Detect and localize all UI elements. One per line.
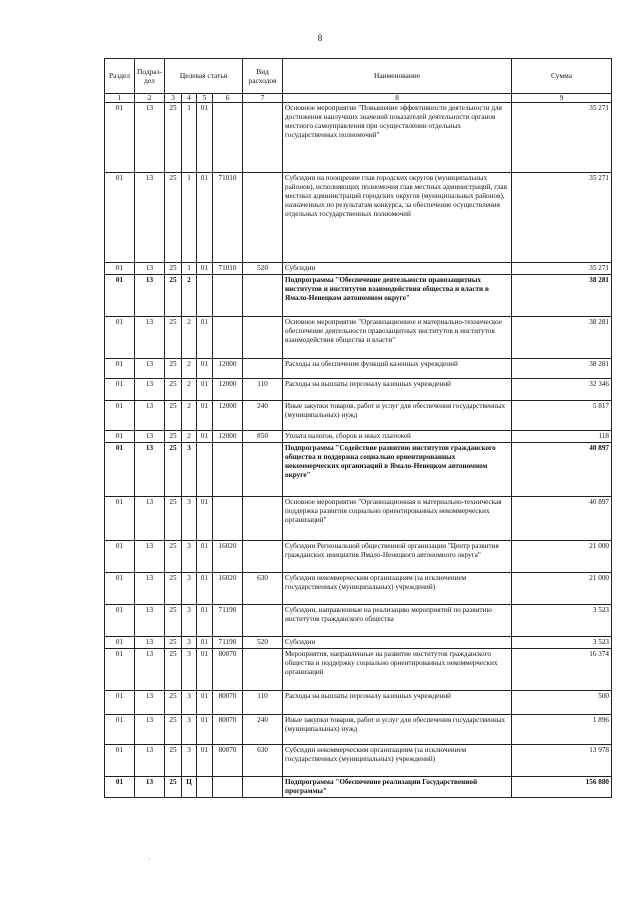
table-row (105, 715, 612, 745)
vid-raskhodov-cell (243, 173, 283, 263)
naimenovanie-cell: Субсидии некоммерческим организациям (за исключением государственных (муниципальных) учреждений) (283, 573, 512, 605)
table-row (105, 275, 612, 317)
podrazdel-cell: 13 (135, 103, 165, 173)
naimenovanie-cell: Расходы на обеспечение функций казенных учреждений (283, 359, 512, 379)
celevaya-direction-cell: 16020 (213, 541, 243, 573)
celevaya-subprogram-cell: 3 (182, 649, 197, 691)
celevaya-program-cell: 25 (165, 777, 182, 798)
summa-cell: 5 817 (512, 401, 612, 431)
vid-raskhodov-cell (243, 605, 283, 637)
celevaya-subprogram-cell: 2 (182, 359, 197, 379)
vid-raskhodov-cell (243, 497, 283, 541)
naimenovanie-cell: Подпрограмма "Обеспечение реализации Государственной программы" (283, 777, 512, 798)
celevaya-program-cell: 25 (165, 649, 182, 691)
naimenovanie-cell: Субсидии (283, 263, 512, 275)
razdel-cell: 01 (105, 173, 135, 263)
celevaya-event-cell: 01 (197, 745, 213, 777)
celevaya-program-cell: 25 (165, 573, 182, 605)
celevaya-subprogram-cell: 3 (182, 541, 197, 573)
celevaya-program-cell: 25 (165, 431, 182, 443)
podrazdel-cell: 13 (135, 379, 165, 401)
celevaya-subprogram-cell: 2 (182, 275, 197, 317)
column-number: 7 (243, 94, 283, 103)
celevaya-program-cell: 25 (165, 379, 182, 401)
vid-raskhodov-cell: 630 (243, 573, 283, 605)
celevaya-event-cell: 01 (197, 541, 213, 573)
celevaya-event-cell: 01 (197, 431, 213, 443)
celevaya-subprogram-cell: 3 (182, 745, 197, 777)
razdel-cell: 01 (105, 379, 135, 401)
podrazdel-cell: 13 (135, 497, 165, 541)
razdel-cell: 01 (105, 745, 135, 777)
celevaya-program-cell: 25 (165, 497, 182, 541)
celevaya-direction-cell (213, 443, 243, 497)
summa-cell: 3 523 (512, 605, 612, 637)
summa-cell: 21 000 (512, 541, 612, 573)
page-number: 8 (317, 33, 323, 43)
celevaya-event-cell: 01 (197, 173, 213, 263)
celevaya-program-cell: 25 (165, 637, 182, 649)
celevaya-event-cell: 01 (197, 263, 213, 275)
podrazdel-cell: 13 (135, 573, 165, 605)
naimenovanie-cell: Основное мероприятие "Повышение эффективности деятельности для достижения наилучших значений показателей деятельности органов местного самоуправления при осуществлении отдельных государственных полномочий" (283, 103, 512, 173)
celevaya-event-cell: 01 (197, 317, 213, 359)
celevaya-program-cell: 25 (165, 263, 182, 275)
celevaya-subprogram-cell: 3 (182, 497, 197, 541)
celevaya-direction-cell: 80070 (213, 649, 243, 691)
vid-raskhodov-cell: 110 (243, 691, 283, 715)
naimenovanie-cell: Субсидии (283, 637, 512, 649)
table-row (105, 263, 612, 275)
naimenovanie-cell: Основное мероприятие "Организационное и материально-техническое обеспечение деятельности правозащитных институтов и институтов взаимодействия общества и власти" (283, 317, 512, 359)
celevaya-subprogram-cell: 3 (182, 443, 197, 497)
summa-cell: 500 (512, 691, 612, 715)
vid-raskhodov-cell (243, 317, 283, 359)
celevaya-direction-cell (213, 777, 243, 798)
razdel-cell: 01 (105, 637, 135, 649)
podrazdel-cell: 13 (135, 649, 165, 691)
table-row (105, 317, 612, 359)
summa-cell: 38 281 (512, 359, 612, 379)
podrazdel-cell: 13 (135, 715, 165, 745)
naimenovanie-cell: Подпрограмма "Содействие развитию институтов гражданского общества и поддержка социально ориентированных некоммерческих организаций в Ямало-Ненецком автономном округе" (283, 443, 512, 497)
summa-cell: 16 374 (512, 649, 612, 691)
celevaya-direction-cell (213, 497, 243, 541)
summa-cell: 40 897 (512, 443, 612, 497)
celevaya-direction-cell (213, 103, 243, 173)
summa-cell: 118 (512, 431, 612, 443)
celevaya-subprogram-cell: Ц (182, 777, 197, 798)
column-number: 9 (512, 94, 612, 103)
column-number: 5 (197, 94, 213, 103)
celevaya-program-cell: 25 (165, 401, 182, 431)
podrazdel-cell: 13 (135, 431, 165, 443)
column-number: 1 (105, 94, 135, 103)
podrazdel-cell: 13 (135, 745, 165, 777)
summa-cell: 1 896 (512, 715, 612, 745)
celevaya-program-cell: 25 (165, 275, 182, 317)
table-row (105, 497, 612, 541)
summa-cell: 32 346 (512, 379, 612, 401)
celevaya-subprogram-cell: 2 (182, 431, 197, 443)
celevaya-subprogram-cell: 3 (182, 715, 197, 745)
podrazdel-cell: 13 (135, 541, 165, 573)
celevaya-direction-cell: 71190 (213, 605, 243, 637)
podrazdel-cell: 13 (135, 637, 165, 649)
celevaya-event-cell: 01 (197, 103, 213, 173)
celevaya-event-cell: 01 (197, 605, 213, 637)
summa-cell: 13 978 (512, 745, 612, 777)
celevaya-program-cell: 25 (165, 745, 182, 777)
celevaya-event-cell: 01 (197, 649, 213, 691)
column-number: 3 (165, 94, 182, 103)
celevaya-event-cell: 01 (197, 573, 213, 605)
celevaya-direction-cell: 12000 (213, 359, 243, 379)
celevaya-program-cell: 25 (165, 359, 182, 379)
vid-raskhodov-cell (243, 443, 283, 497)
summa-cell: 40 897 (512, 497, 612, 541)
podrazdel-cell: 13 (135, 359, 165, 379)
table-row (105, 573, 612, 605)
vid-raskhodov-cell (243, 359, 283, 379)
celevaya-event-cell: 01 (197, 401, 213, 431)
naimenovanie-cell: Субсидии, направленные на реализацию мероприятий по развитию институтов гражданского общества (283, 605, 512, 637)
celevaya-direction-cell: 80070 (213, 691, 243, 715)
summa-cell: 38 281 (512, 317, 612, 359)
naimenovanie-cell: Субсидии некоммерческим организациям (за исключением государственных (муниципальных) учреждений) (283, 745, 512, 777)
razdel-cell: 01 (105, 541, 135, 573)
table-row (105, 443, 612, 497)
celevaya-program-cell: 25 (165, 715, 182, 745)
vid-raskhodov-cell: 110 (243, 379, 283, 401)
razdel-cell: 01 (105, 691, 135, 715)
header-naimenovanie: Наименование (283, 59, 512, 94)
column-number: 8 (283, 94, 512, 103)
razdel-cell: 01 (105, 605, 135, 637)
header-podrazdel: Подраз-дел (135, 59, 165, 94)
table-body (105, 103, 612, 798)
celevaya-direction-cell: 12000 (213, 379, 243, 401)
celevaya-event-cell: 01 (197, 637, 213, 649)
table-row (105, 379, 612, 401)
razdel-cell: 01 (105, 263, 135, 275)
podrazdel-cell: 13 (135, 317, 165, 359)
celevaya-event-cell: 01 (197, 691, 213, 715)
naimenovanie-cell: Иные закупки товаров, работ и услуг для обеспечения государственных (муниципальных) нужд (283, 401, 512, 431)
razdel-cell: 01 (105, 275, 135, 317)
podrazdel-cell: 13 (135, 173, 165, 263)
celevaya-subprogram-cell: 3 (182, 605, 197, 637)
celevaya-direction-cell: 80070 (213, 715, 243, 745)
celevaya-program-cell: 25 (165, 605, 182, 637)
celevaya-direction-cell: 16020 (213, 573, 243, 605)
celevaya-program-cell: 25 (165, 443, 182, 497)
celevaya-direction-cell: 80070 (213, 745, 243, 777)
naimenovanie-cell: Расходы на выплаты персоналу казенных учреждений (283, 691, 512, 715)
razdel-cell: 01 (105, 103, 135, 173)
table-row (105, 173, 612, 263)
header-summa: Сумма (512, 59, 612, 94)
naimenovanie-cell: Подпрограмма "Обеспечение деятельности правозащитных институтов и институтов взаимодействия общества и власти в Ямало-Ненецком автономном округе" (283, 275, 512, 317)
celevaya-program-cell: 25 (165, 317, 182, 359)
vid-raskhodov-cell: 630 (243, 745, 283, 777)
celevaya-subprogram-cell: 2 (182, 317, 197, 359)
summa-cell: 35 271 (512, 173, 612, 263)
razdel-cell: 01 (105, 317, 135, 359)
celevaya-direction-cell: 12000 (213, 431, 243, 443)
razdel-cell: 01 (105, 649, 135, 691)
table-row (105, 649, 612, 691)
podrazdel-cell: 13 (135, 401, 165, 431)
column-number: 4 (182, 94, 197, 103)
summa-cell: 3 523 (512, 637, 612, 649)
celevaya-program-cell: 25 (165, 541, 182, 573)
vid-raskhodov-cell: 240 (243, 715, 283, 745)
celevaya-direction-cell (213, 317, 243, 359)
vid-raskhodov-cell: 520 (243, 263, 283, 275)
celevaya-subprogram-cell: 3 (182, 691, 197, 715)
naimenovanie-cell: Расходы на выплаты персоналу казенных учреждений (283, 379, 512, 401)
celevaya-program-cell: 25 (165, 103, 182, 173)
celevaya-subprogram-cell: 1 (182, 263, 197, 275)
razdel-cell: 01 (105, 497, 135, 541)
scan-mark: · (148, 855, 151, 864)
table-row (105, 745, 612, 777)
celevaya-program-cell: 25 (165, 173, 182, 263)
celevaya-subprogram-cell: 1 (182, 103, 197, 173)
celevaya-subprogram-cell: 2 (182, 379, 197, 401)
vid-raskhodov-cell (243, 649, 283, 691)
celevaya-direction-cell: 71190 (213, 637, 243, 649)
vid-raskhodov-cell (243, 541, 283, 573)
column-number: 6 (213, 94, 243, 103)
naimenovanie-cell: Субсидии на поощрение глав городских округов (муниципальных районов), исполняющих полномочия глав местных администраций, глав местных администраций городских округов (муниципальных районов), назначенных по результатам конкурса, за обеспечение осуществления отдельных государственных полномочий (283, 173, 512, 263)
podrazdel-cell: 13 (135, 443, 165, 497)
celevaya-event-cell (197, 777, 213, 798)
table-row (105, 605, 612, 637)
summa-cell: 156 880 (512, 777, 612, 798)
naimenovanie-cell: Мероприятия, направленные на развитие институтов гражданского общества и поддержку социально ориентированных некоммерческих организаций (283, 649, 512, 691)
celevaya-direction-cell: 71010 (213, 263, 243, 275)
column-number: 2 (135, 94, 165, 103)
vid-raskhodov-cell: 240 (243, 401, 283, 431)
summa-cell: 35 271 (512, 103, 612, 173)
celevaya-event-cell: 01 (197, 497, 213, 541)
header-celevaya-statya: Целевая статья (165, 59, 243, 94)
table-row (105, 777, 612, 798)
razdel-cell: 01 (105, 715, 135, 745)
table-row (105, 431, 612, 443)
razdel-cell: 01 (105, 401, 135, 431)
table-row (105, 359, 612, 379)
table-row (105, 401, 612, 431)
celevaya-subprogram-cell: 1 (182, 173, 197, 263)
summa-cell: 35 271 (512, 263, 612, 275)
table-row (105, 637, 612, 649)
table-row (105, 103, 612, 173)
vid-raskhodov-cell: 520 (243, 637, 283, 649)
podrazdel-cell: 13 (135, 777, 165, 798)
podrazdel-cell: 13 (135, 275, 165, 317)
razdel-cell: 01 (105, 431, 135, 443)
celevaya-event-cell (197, 443, 213, 497)
celevaya-subprogram-cell: 3 (182, 637, 197, 649)
razdel-cell: 01 (105, 443, 135, 497)
naimenovanie-cell: Уплата налогов, сборов и иных платежей (283, 431, 512, 443)
celevaya-direction-cell: 12000 (213, 401, 243, 431)
celevaya-event-cell (197, 275, 213, 317)
celevaya-event-cell: 01 (197, 715, 213, 745)
naimenovanie-cell: Иные закупки товаров, работ и услуг для обеспечения государственных (муниципальных) нужд (283, 715, 512, 745)
celevaya-subprogram-cell: 3 (182, 573, 197, 605)
budget-table (104, 58, 612, 798)
column-number-row (105, 94, 612, 103)
naimenovanie-cell: Субсидии Региональной общественной организации "Центр развития гражданских инициатив Ямало-Ненецкого автономного округа" (283, 541, 512, 573)
razdel-cell: 01 (105, 359, 135, 379)
vid-raskhodov-cell (243, 777, 283, 798)
summa-cell: 38 281 (512, 275, 612, 317)
celevaya-direction-cell (213, 275, 243, 317)
celevaya-subprogram-cell: 2 (182, 401, 197, 431)
razdel-cell: 01 (105, 573, 135, 605)
podrazdel-cell: 13 (135, 263, 165, 275)
table-row (105, 541, 612, 573)
header-razdel: Раздел (105, 59, 135, 94)
celevaya-direction-cell: 71010 (213, 173, 243, 263)
celevaya-program-cell: 25 (165, 691, 182, 715)
naimenovanie-cell: Основное мероприятие "Организационная и материально-техническая поддержка развития социально ориентированных некоммерческих организаций" (283, 497, 512, 541)
vid-raskhodov-cell (243, 103, 283, 173)
podrazdel-cell: 13 (135, 605, 165, 637)
celevaya-event-cell: 01 (197, 379, 213, 401)
table-row (105, 691, 612, 715)
vid-raskhodov-cell (243, 275, 283, 317)
header-vid-raskhodov: Вид расходов (243, 59, 283, 94)
vid-raskhodov-cell: 850 (243, 431, 283, 443)
summa-cell: 21 000 (512, 573, 612, 605)
razdel-cell: 01 (105, 777, 135, 798)
table-header-row (105, 59, 612, 94)
podrazdel-cell: 13 (135, 691, 165, 715)
celevaya-event-cell: 01 (197, 359, 213, 379)
